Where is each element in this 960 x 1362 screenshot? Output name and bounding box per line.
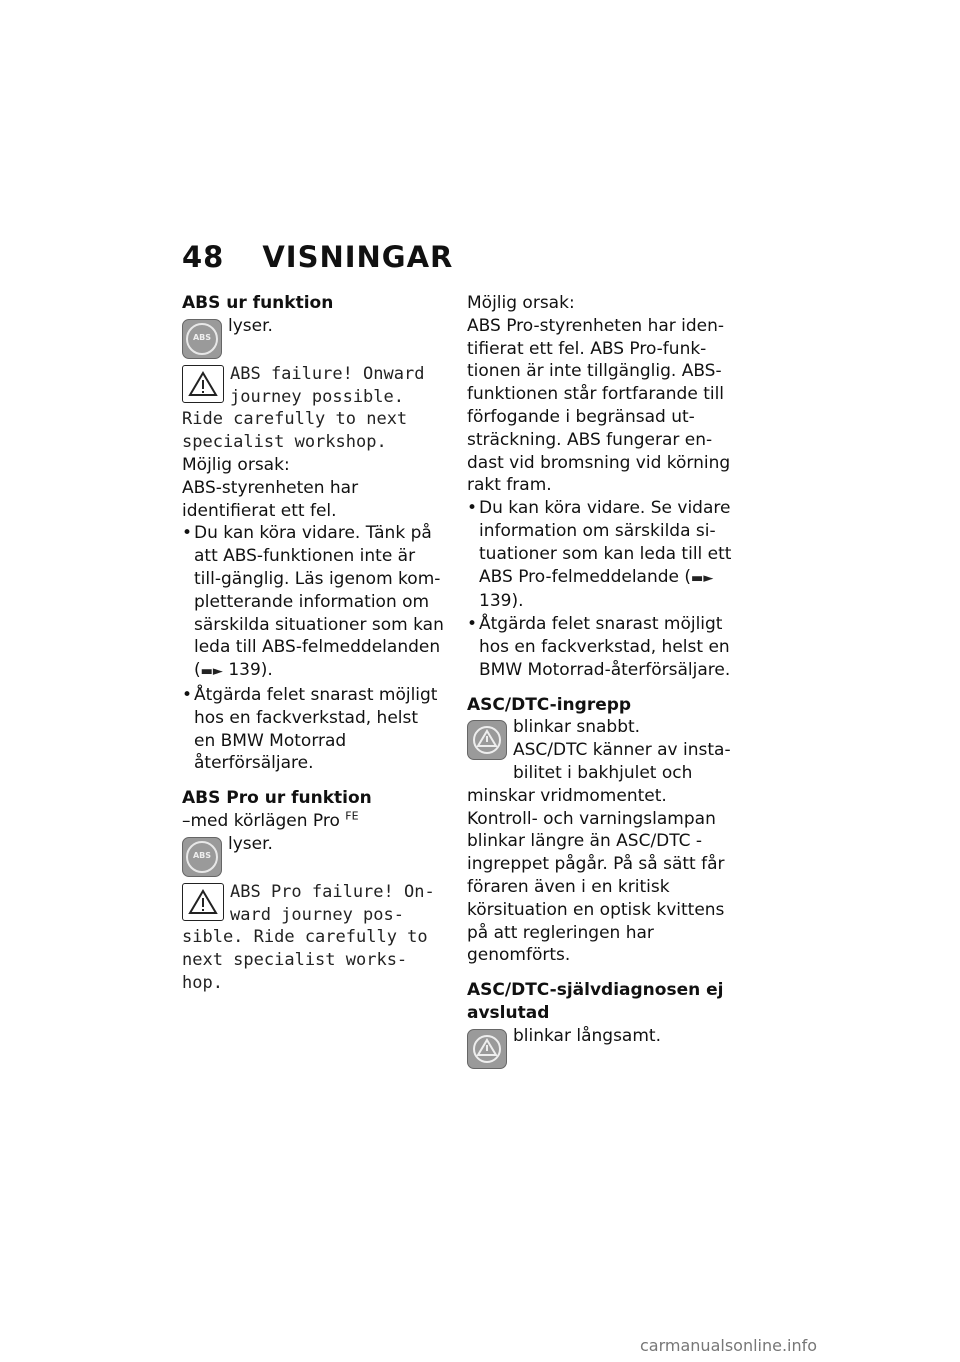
action-list [467,497,732,681]
list-item: • Åtgärda felet snarast möjligt hos en fackverkstad, helst en BMW Motorrad-återförsäljare. [467,613,732,681]
abs-lamp-icon: ABS [182,319,222,359]
cause-text: ABS Pro-styrenheten har iden-tifierat ett fel. ABS Pro-funk-tionen är inte tillgänglig. ABS-funktionen står fortfarande till förfogande i begränsad ut-sträckning. ABS fungerar en-dast vid bromsning vid körning rakt fram. [467,315,731,496]
section-title: ABS Pro ur funktion [182,788,372,809]
section-title: ASC/DTC-självdiagnosen ej avslutad [467,980,724,1023]
list-item: • Du kan köra vidare. Tänk på att ABS-funktionen inte är till-gänglig. Läs igenom kom-pletterande information om särskilda situationer som kan leda till ABS-felmeddelanden (▬► 139). [182,522,444,684]
lamp-state: blinkar långsamt. [513,1025,661,1046]
display-message: ABS failure! Onward journey possible. Ride carefully to next specialist workshop. [182,363,425,453]
list-item: • Åtgärda felet snarast möjligt hos en fackverkstad, helst en BMW Motorrad återförsäljare. [182,684,444,775]
page-title: VISNINGAR [262,240,454,274]
page-ref-arrow-icon: ▬► [691,570,714,586]
list-item: • Du kan köra vidare. Se vidare information om särskilda si-tuationer som kan leda till ett ABS Pro-felmeddelande (▬► 139). [467,497,732,613]
watermark: carmanualsonline.info [640,1336,818,1355]
page-ref-arrow-icon: ▬► [200,664,223,680]
left-column [182,292,444,995]
display-message: ABS Pro failure! On-ward journey pos-sible. Ride carefully to next specialist works-hop. [182,881,435,993]
lamp-state: lyser. [228,833,273,854]
warning-triangle-icon [182,883,224,921]
lamp-state: lyser. [228,315,273,336]
section-subtitle: –med körlägen Pro $^{FE}$ [182,809,359,831]
lamp-state: blinkar snabbt. [513,717,641,738]
page-header [182,240,453,274]
section-title: ABS ur funktion [182,293,334,313]
asc-dtc-lamp-icon [467,720,507,760]
warning-triangle-icon [182,365,224,403]
right-column [467,292,732,1073]
section-title: ASC/DTC-ingrepp [467,694,632,715]
abs-lamp-icon: ABS [182,837,222,877]
page-number: 48 [182,240,225,274]
action-list [182,522,444,775]
cause-label: Möjlig orsak: [467,293,575,313]
cause-text: ABS-styrenheten har identifierat ett fel. [182,477,359,521]
asc-dtc-lamp-icon [467,1029,507,1069]
section-body: ASC/DTC känner av insta-bilitet i bakhjulet och minskar vridmomentet. Kontroll- och varningslampan blinkar längre än ASC/DTC -ingreppet pågår. På så sätt får föraren även i en kritisk körsituation en optisk kvittens på att regleringen har genomförts. [467,740,731,966]
cause-label: Möjlig orsak: [182,454,290,475]
